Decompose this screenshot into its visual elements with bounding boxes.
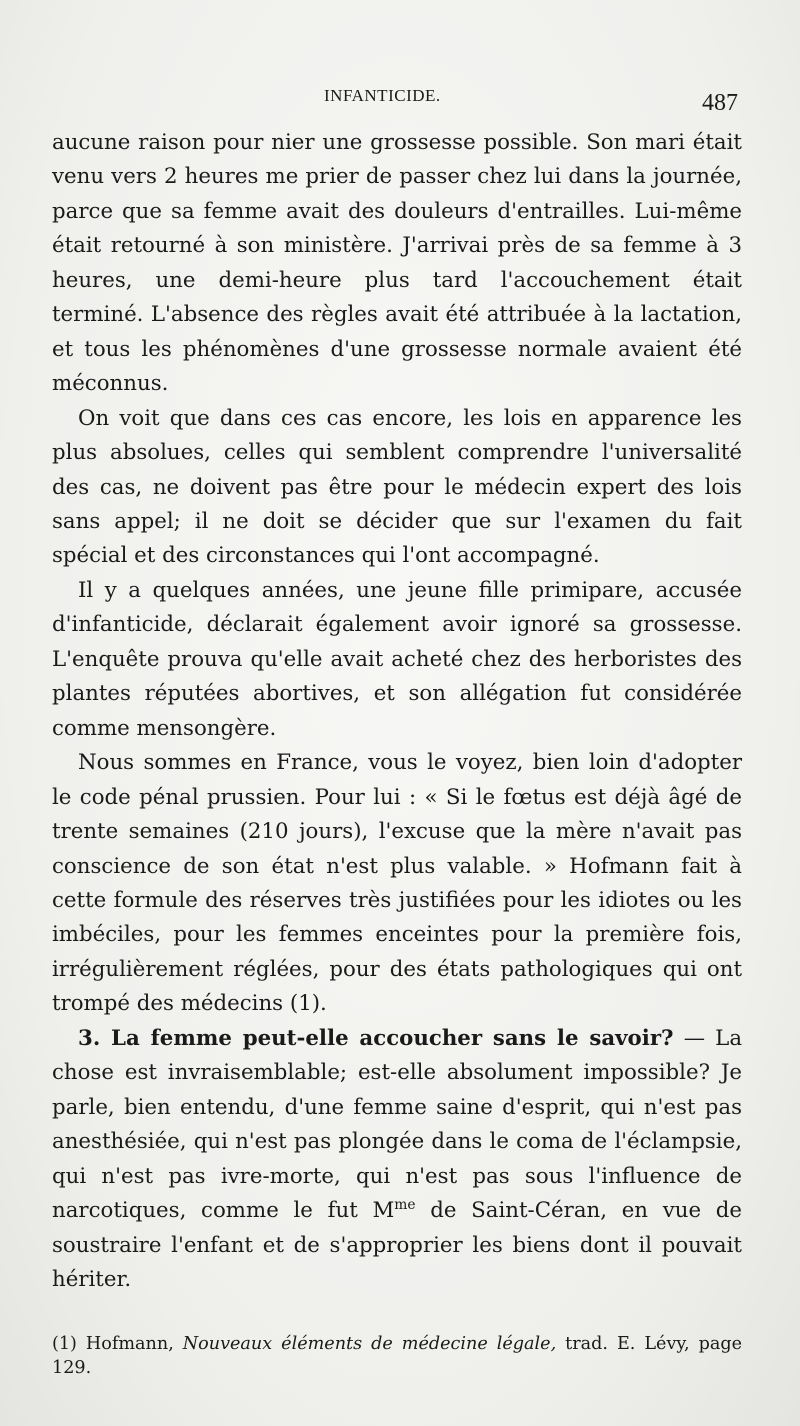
paragraph-continuation: aucune raison pour nier une grossesse possible. Son mari était venu vers 2 heures me prier de passer chez lui dans la journée, parce que sa femme avait des douleurs d'entrailles. Lui-même était retourné à son ministère. J'arrivai près de sa femme à 3 heures, une demi-heure plus tard l'accouchement était terminé. L'absence des règles avait été attribuée à la lactation, et tous les phénomènes d'une grossesse normale avaient été méconnus. — [52, 130, 742, 397]
page-header — [52, 86, 742, 126]
running-title: INFANTICIDE. — [324, 86, 441, 105]
section-paragraph — [52, 1022, 742, 1298]
paragraph: Il y a quelques années, une jeune fille primipare, accusée d'infanticide, déclarait également avoir ignoré sa grossesse. L'enquête prouva qu'elle avait acheté chez des herboristes des plantes réputées abortives, et son allégation fut considérée comme mensongère. — [52, 577, 742, 741]
footnote-rest: trad. E. Lévy, page 129. — [52, 1334, 743, 1378]
paragraph: Nous sommes en France, vous le voyez, bien loin d'adopter le code pénal prussien. Pour lui : « Si le fœtus est déjà âgé de trente semaines (210 jours), l'excuse que la mère n'avait pas conscience de son état n'est plus valable. » Hofmann fait à cette formule des réserves très justifiées pour les idiotes ou les imbéciles, pour les femmes enceintes pour la première fois, irrégulièrement réglées, pour des états pathologiques qui ont trompé des médecins (1). — [52, 750, 742, 1017]
section-text: — La chose est invraisemblable; est-elle absolument impossible? Je parle, bien entendu, d'une femme saine d'esprit, qui n'est pas anesthésiée, qui n'est pas plongée dans le coma de l'éclampsie, qui n'est pas ivre-morte, qui n'est pas sous l'influence de narcotiques, comme le fut M — [52, 1025, 743, 1224]
footnote-title: Nouveaux éléments de médecine légale, — [182, 1334, 557, 1354]
body-text — [52, 126, 742, 1297]
section-heading: 3. La femme peut-elle accoucher sans le savoir? — [78, 1025, 674, 1051]
footnote-author: Hofmann, — [85, 1334, 174, 1354]
superscript: me — [394, 1196, 416, 1213]
paragraph: On voit que dans ces cas encore, les lois en apparence les plus absolues, celles qui semblent comprendre l'universalité des cas, ne doivent pas être pour le médecin expert des lois sans appel; il ne doit se décider que sur l'examen du fait spécial et des circonstances qui l'ont accompagné. — [52, 405, 742, 569]
page-number: 487 — [702, 90, 738, 116]
footnote-marker: (1) — [52, 1334, 77, 1354]
footnote — [52, 1332, 742, 1380]
section-text-end: de Saint-Céran, en vue de soustraire l'enfant et de s'approprier les biens dont il pouvait hériter. — [52, 1198, 743, 1292]
